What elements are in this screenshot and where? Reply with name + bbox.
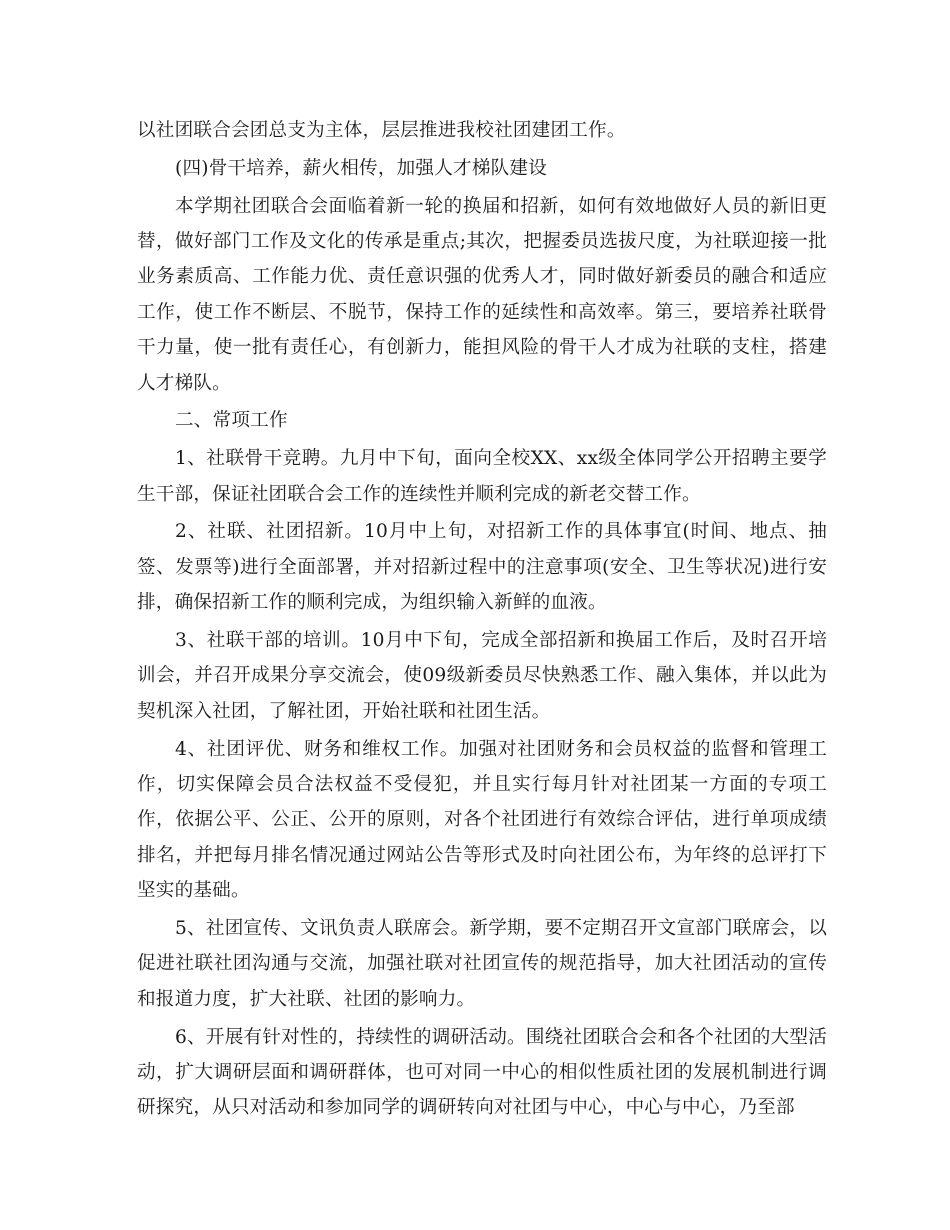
paragraph-item-5: 5、社团宣传、文讯负责人联席会。新学期，要不定期召开文宣部门联席会，以促进社联社团沟通与交流，加强社联对社团宣传的规范指导，加大社团活动的宣传和报道力度，扩大社联、社团的影响力。 — [137, 918, 827, 1010]
paragraph-continuation: 以社团联合会团总支为主体，层层推进我校社团建团工作。 — [137, 120, 626, 141]
section-heading-regular-work: 二、常项工作 — [175, 410, 288, 432]
paragraph-item-2: 2、社联、社团招新。10月中上旬，对招新工作的具体事宜(时间、地点、抽签、发票等)进行全面部署，并对招新过程中的注意事项(安全、卫生等状况)进行安排，确保招新工作的顺利完成，为组织输入新鲜的血液。 — [137, 521, 827, 614]
paragraph-item-3: 3、社联干部的培训。10月中下旬，完成全部招新和换届工作后，及时召开培训会，并召开成果分享交流会，使09级新委员尽快熟悉工作、融入集体，并以此为契机深入社团，了解社团，开始社联和社团生活。 — [137, 630, 827, 722]
paragraph-item-4: 4、社团评优、财务和维权工作。加强对社团财务和会员权益的监督和管理工作，切实保障会员合法权益不受侵犯，并且实行每月针对社团某一方面的专项工作，依据公平、公正、公开的原则，对各个社团进行有效综合评估，进行单项成绩排名，并把每月排名情况通过网站公告等形式及时向社团公布，为年终的总评打下坚实的基础。 — [137, 738, 827, 902]
document-body — [137, 113, 827, 1128]
section-heading-backbone-training: (四)骨干培养，薪火相传，加强人才梯队建设 — [175, 157, 547, 179]
paragraph-backbone-training: 本学期社团联合会面临着新一轮的换届和招新，如何有效地做好人员的新旧更替，做好部门工作及文化的传承是重点;其次，把握委员选拔尺度，为社联迎接一批业务素质高、工作能力优、责任意识强的优秀人才，同时做好新委员的融合和适应工作，使工作不断层、不脱节，保持工作的延续性和高效率。第三，要培养社联骨干力量，使一批有责任心，有创新力，能担风险的骨干人才成为社联的支柱，搭建人才梯队。 — [137, 195, 827, 394]
paragraph-item-1: 1、社联骨干竞聘。九月中下旬，面向全校XX、xx级全体同学公开招聘主要学生干部，保证社团联合会工作的连续性并顺利完成的新老交替工作。 — [137, 448, 827, 505]
paragraph-item-6: 6、开展有针对性的，持续性的调研活动。围绕社团联合会和各个社团的大型活动，扩大调研层面和调研群体，也可对同一中心的相似性质社团的发展机制进行调研探究，从只对活动和参加同学的调研转向对社团与中心，中心与中心，乃至部 — [137, 1026, 827, 1119]
